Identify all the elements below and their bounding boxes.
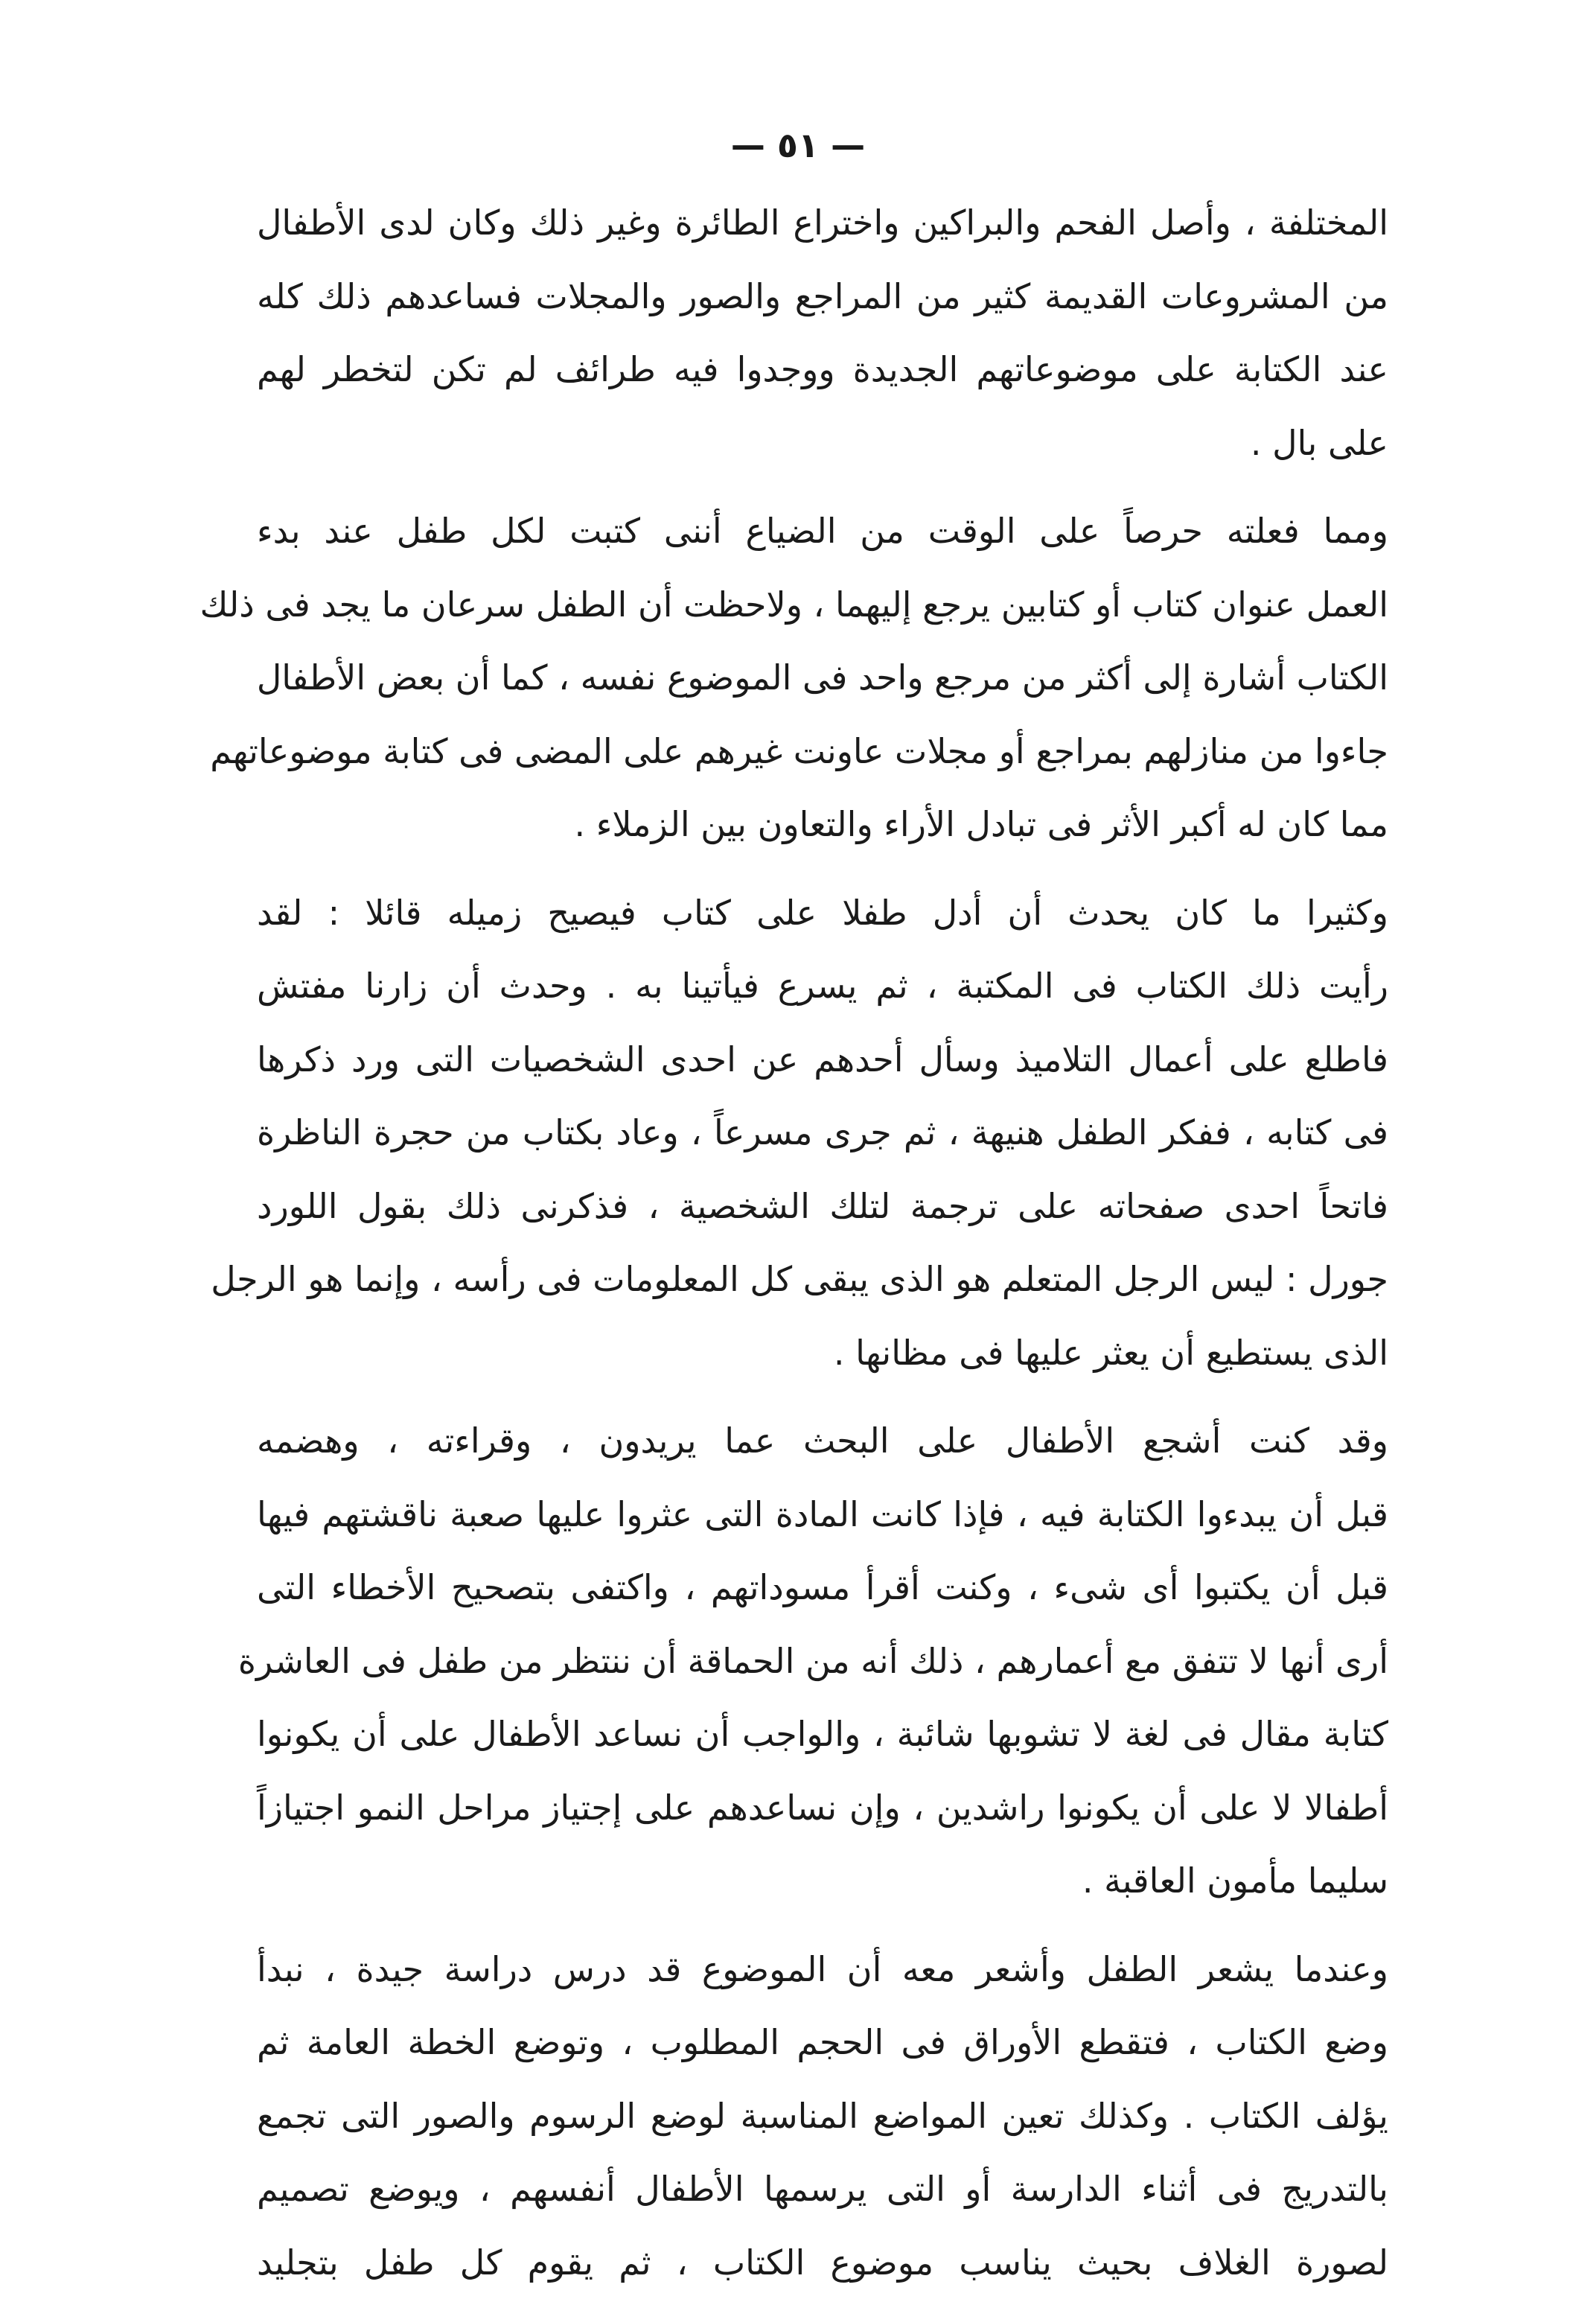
text-line: مما كان له أكبر الأثر فى تبادل الأراء والتعاون بين الزملاء . (257, 788, 1388, 861)
body-text (257, 186, 1388, 2299)
text-line: أطفالا لا على أن يكونوا راشدين ، وإن نساعدهم على إجتياز مراحل النمو اجتيازاً (257, 1771, 1388, 1845)
text-line: جورل : ليس الرجل المتعلم هو الذى يبقى كل المعلومات فى رأسه ، وإنما هو الرجل (257, 1243, 1388, 1316)
text-line: العمل عنوان كتاب أو كتابين يرجع إليهما ، ولاحظت أن الطفل سرعان ما يجد فى ذلك (257, 568, 1388, 642)
paragraph-2 (257, 494, 1388, 861)
text-line: يؤلف الكتاب . وكذلك تعين المواضع المناسبة لوضع الرسوم والصور التى تجمع (257, 2079, 1388, 2153)
text-line: لصورة الغلاف بحيث يناسب موضوع الكتاب ، ثم يقوم كل طفل بتجليد (257, 2226, 1388, 2299)
paragraph-3 (257, 876, 1388, 1390)
text-line: وعندما يشعر الطفل وأشعر معه أن الموضوع قد درس دراسة جيدة ، نبدأ (257, 1933, 1388, 2006)
paragraph-1 (257, 186, 1388, 479)
text-line: بالتدريج فى أثناء الدارسة أو التى يرسمها الأطفال أنفسهم ، ويوضع تصميم (257, 2152, 1388, 2226)
text-line: على بال . (257, 406, 1388, 480)
text-line: من المشروعات القديمة كثير من المراجع والصور والمجلات فساعدهم ذلك كله (257, 260, 1388, 334)
text-line: ومما فعلته حرصاً على الوقت من الضياع أننى كتبت لكل طفل عند بدء (257, 494, 1388, 568)
text-line: فاطلع على أعمال التلاميذ وسأل أحدهم عن احدى الشخصيات التى ورد ذكرها (257, 1023, 1388, 1097)
paragraph-4 (257, 1404, 1388, 1918)
text-line: قبل أن يكتبوا أى شىء ، وكنت أقرأ مسوداتهم ، واكتفى بتصحيح الأخطاء التى (257, 1551, 1388, 1624)
text-line: رأيت ذلك الكتاب فى المكتبة ، ثم يسرع فيأتينا به . وحدث أن زارنا مفتش (257, 949, 1388, 1023)
text-line: فاتحاً احدى صفحاته على ترجمة لتلك الشخصية ، فذكرنى ذلك بقول اللورد (257, 1170, 1388, 1243)
page-number: — ٥١ — (0, 125, 1596, 165)
text-line: الكتاب أشارة إلى أكثر من مرجع واحد فى الموضوع نفسه ، كما أن بعض الأطفال (257, 641, 1388, 715)
text-line: قبل أن يبدءوا الكتابة فيه ، فإذا كانت المادة التى عثروا عليها صعبة ناقشتهم فيها (257, 1478, 1388, 1552)
text-line: وضع الكتاب ، فتقطع الأوراق فى الحجم المطلوب ، وتوضع الخطة العامة ثم (257, 2006, 1388, 2079)
text-line: كتابة مقال فى لغة لا تشوبها شائبة ، والواجب أن نساعد الأطفال على أن يكونوا (257, 1697, 1388, 1771)
text-line: عند الكتابة على موضوعاتهم الجديدة ووجدوا فيه طرائف لم تكن لتخطر لهم (257, 333, 1388, 406)
text-line: المختلفة ، وأصل الفحم والبراكين واختراع الطائرة وغير ذلك وكان لدى الأطفال (257, 186, 1388, 260)
text-line: وكثيرا ما كان يحدث أن أدل طفلا على كتاب فيصيح زميله قائلا : لقد (257, 876, 1388, 950)
text-line: وقد كنت أشجع الأطفال على البحث عما يريدون ، وقراءته ، وهضمه (257, 1404, 1388, 1478)
paragraph-5 (257, 1933, 1388, 2299)
text-line: الذى يستطيع أن يعثر عليها فى مظانها . (257, 1316, 1388, 1390)
text-line: جاءوا من منازلهم بمراجع أو مجلات عاونت غيرهم على المضى فى كتابة موضوعاتهم (257, 715, 1388, 788)
text-line: أرى أنها لا تتفق مع أعمارهم ، ذلك أنه من الحماقة أن ننتظر من طفل فى العاشرة (257, 1624, 1388, 1698)
text-line: سليما مأمون العاقبة . (257, 1844, 1388, 1918)
text-line: فى كتابه ، ففكر الطفل هنيهة ، ثم جرى مسرعاً ، وعاد بكتاب من حجرة الناظرة (257, 1096, 1388, 1170)
